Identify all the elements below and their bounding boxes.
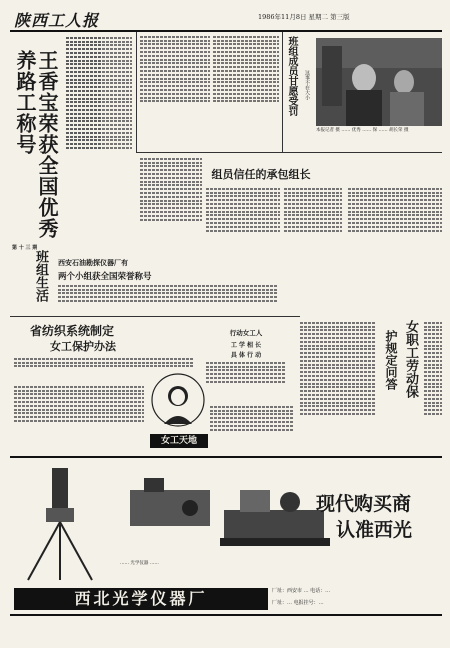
center-article-body — [140, 34, 210, 152]
dateline: 1986年11月8日 星期二 第三版 — [258, 13, 350, 21]
masthead: 陕西工人报 — [14, 11, 100, 30]
middle-right-body — [348, 186, 442, 266]
ad-slogan-1: 现代购买商 — [316, 493, 412, 515]
right-heading-1: 女职工劳动保 — [403, 320, 418, 398]
small-article-body — [58, 283, 278, 313]
lower-center-body — [210, 404, 294, 452]
women-banner: 女工天地 — [150, 434, 208, 448]
column-divider-1 — [136, 32, 137, 152]
ad-top-rule — [10, 456, 442, 458]
mid-headline-1: 省纺织系统制定 — [30, 324, 115, 338]
mid-right-body — [206, 360, 286, 400]
middle-center-body — [206, 186, 280, 266]
lower-left-body — [14, 384, 144, 452]
center-headline-1: 班组成员甘愿受罚 — [286, 36, 297, 116]
mid-headline-5: 具 体 行 动 — [230, 352, 262, 359]
masthead-rule — [10, 30, 442, 32]
column-divider-2 — [282, 32, 283, 152]
photo-caption: 本报记者 摄 …… 优秀 …… 保 …… 胡长荣 摄 — [316, 128, 409, 133]
left-headline: 王香宝荣获全国优秀养路工称号 — [13, 50, 59, 239]
vertical-block-title: 组员信任的承包组长 — [211, 168, 311, 181]
ad-slogan-2: 认准西光 — [336, 519, 413, 541]
left-article-body-b — [66, 35, 132, 231]
mid-headline-2: 女工保护办法 — [50, 340, 116, 353]
small-heading-1: 西安石油勘探仪器厂有 — [58, 258, 128, 267]
ad-instrument-3 — [120, 470, 220, 540]
ad-small-text-2: 厂址：… 电报挂号：… — [272, 600, 324, 606]
ad-instrument-1 — [18, 464, 104, 584]
mid-headline-3: 行动女工人 — [229, 329, 263, 337]
page-bottom-rule — [10, 614, 442, 616]
small-heading-2: 两个小组获全国荣誉称号 — [58, 272, 152, 282]
ad-caption: …… 光学仪器 …… — [120, 561, 159, 566]
right-heading-2: 护规定问答 — [384, 330, 398, 390]
ad-instrument-2 — [220, 480, 330, 552]
top-photo — [316, 38, 442, 126]
women-illustration — [148, 370, 208, 432]
section-rule-1 — [136, 152, 442, 153]
section-rule-2 — [10, 316, 300, 317]
center-headline-2: 这事不在大小 — [304, 70, 310, 100]
mid-headline-4: 工 学 相 长 — [230, 342, 262, 349]
section-label-banner: 班组生活 — [33, 250, 48, 302]
section-label-left: 第 十 三 期 — [12, 245, 38, 251]
ad-company-banner: 西北光学仪器厂 — [14, 588, 268, 610]
middle-center-body-2 — [284, 186, 342, 266]
ad-small-text-1: 厂址：西安市 … 电话：… — [272, 588, 331, 594]
center-article-body-2 — [213, 34, 279, 152]
middle-left-body — [140, 156, 202, 266]
